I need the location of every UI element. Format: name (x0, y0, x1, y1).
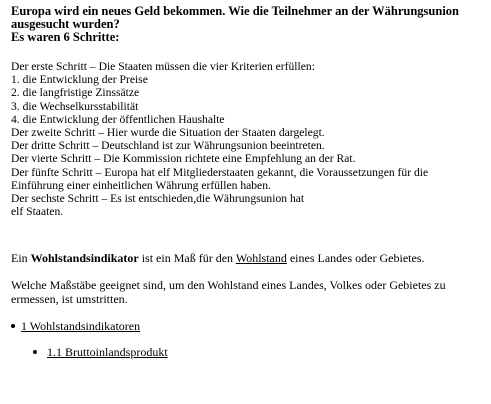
heading-line-2: ausgesucht wurden? (11, 17, 120, 31)
step-line: 2. die langfristige Zinssätze (11, 86, 140, 100)
step-line: Der fünfte Schritt – Europa hat elf Mitgliederstaaten gekannt, die Voraussetzungen für die (11, 165, 429, 179)
toc-item-level1 (11, 319, 486, 333)
paragraph1-middle: ist ein Maß für den (138, 251, 236, 266)
step-line: Der erste Schritt – Die Staaten müssen die vier Kriterien erfüllen: (11, 60, 315, 73)
steps-list (11, 60, 486, 218)
step-line: 1. die Entwicklung der Preise (11, 73, 148, 87)
step-line: 4. die Entwicklung der öffentlichen Haushalte (11, 112, 225, 126)
document-page (11, 5, 486, 359)
step-line: Der vierte Schritt – Die Kommission richtete eine Empfehlung an der Rat. (11, 152, 356, 166)
toc-link-wohlstandsindikatoren[interactable]: 1 Wohlstandsindikatoren (21, 319, 141, 334)
step-line: elf Staaten. (11, 205, 64, 219)
step-line: 3. die Wechselkursstabilität (11, 99, 139, 113)
step-line: Der zweite Schritt – Hier wurde die Situation der Staaten dargelegt. (11, 126, 325, 140)
step-line: Der sechste Schritt – Es ist entschieden,die Währungsunion hat (11, 192, 305, 206)
paragraph1-suffix: eines Landes oder Gebietes. (286, 251, 425, 266)
toc-item-level2 (11, 345, 486, 359)
step-line: Einführung einer einheitlichen Währung erfüllen haben. (11, 178, 271, 192)
step-line: Der dritte Schritt – Deutschland ist zur Währungsunion beeintreten. (11, 139, 325, 153)
paragraph1-prefix: Ein (11, 251, 31, 266)
wohlstand-link[interactable]: Wohlstand (235, 251, 287, 266)
document-heading (11, 5, 486, 44)
heading-line-1: Europa wird ein neues Geld bekommen. Wie die Teilnehmer an der Währungsunion (11, 4, 460, 18)
bullet-icon (33, 350, 37, 354)
paragraph-massstaebe: Welche Maßstäbe geeignet sind, um den Wohlstand eines Landes, Volkes oder Gebietes zu ermessen, ist umstritten. (11, 278, 446, 307)
heading-line-3: Es waren 6 Schritte: (11, 30, 120, 44)
paragraph-wohlstandsindikator (11, 251, 486, 265)
table-of-contents (11, 319, 486, 359)
bullet-icon (11, 324, 15, 328)
bold-term: Wohlstandsindikator (30, 251, 139, 266)
toc-link-bruttoinlandsprodukt[interactable]: 1.1 Bruttoinlandsprodukt (47, 345, 168, 360)
